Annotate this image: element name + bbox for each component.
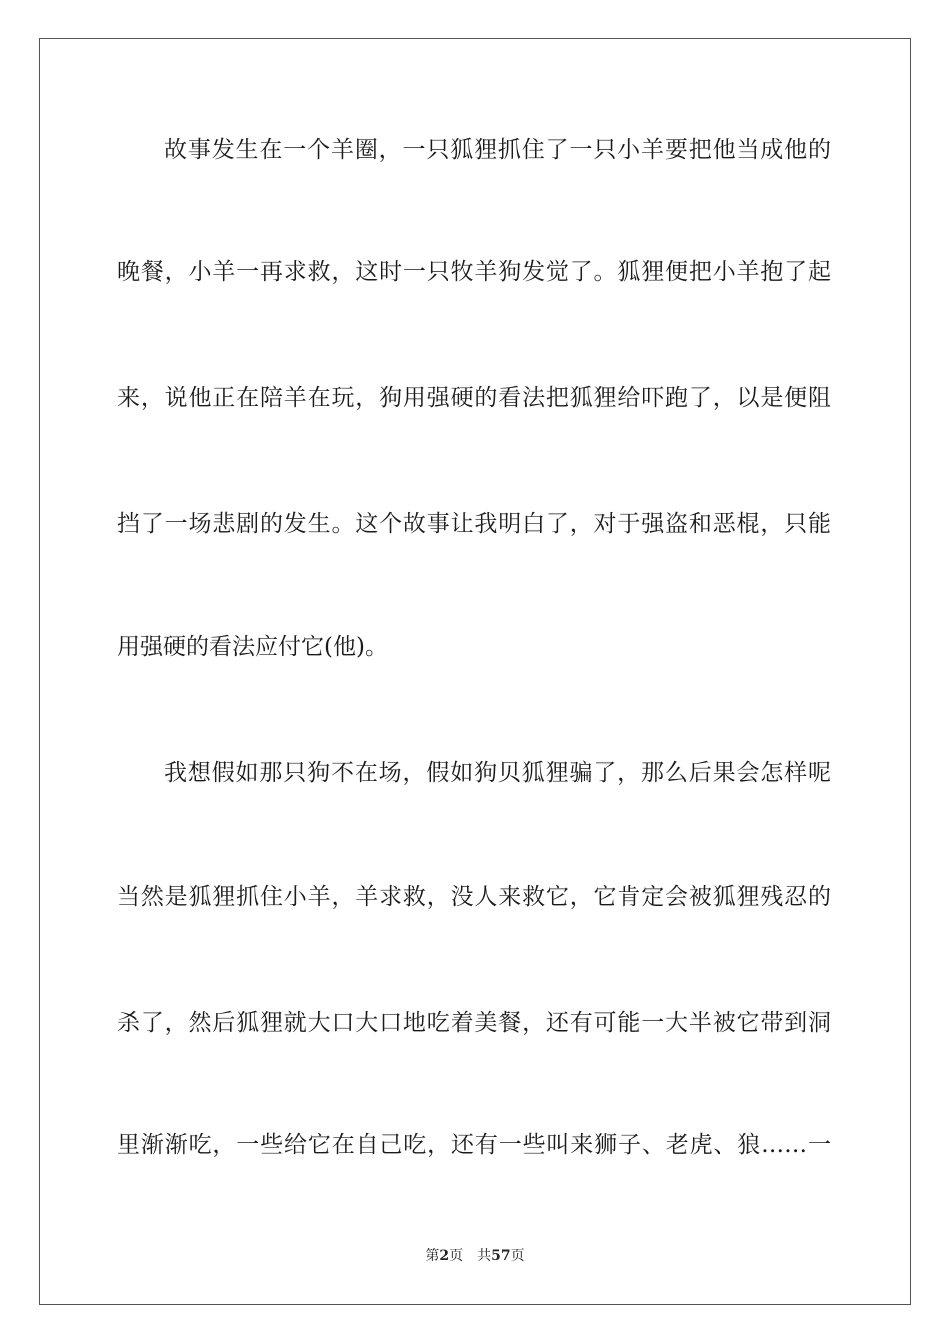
paragraph-line: 我想假如那只狗不在场，假如狗贝狐狸骗了，那么后果会怎样呢: [164, 760, 831, 786]
total-prefix: 共: [477, 1248, 492, 1264]
paragraph-line: 晚餐，小羊一再求救，这时一只牧羊狗发觉了。狐狸便把小羊抱了起: [117, 259, 831, 285]
page-prefix: 第: [425, 1248, 440, 1264]
paragraph-line: 里渐渐吃，一些给它在自己吃，还有一些叫来狮子、老虎、狼……一: [117, 1132, 831, 1158]
total-suffix: 页: [510, 1248, 525, 1264]
page-number: 2: [439, 1248, 450, 1264]
paragraph-line: 故事发生在一个羊圈，一只狐狸抓住了一只小羊要把他当成他的: [164, 137, 831, 163]
page-border: [39, 38, 911, 1305]
page-footer: [0, 1246, 950, 1266]
paragraph-line: 来，说他正在陪羊在玩，狗用强硬的看法把狐狸给吓跑了，以是便阻: [117, 385, 831, 411]
paragraph-line: 挡了一场悲剧的发生。这个故事让我明白了，对于强盗和恶棍，只能: [117, 511, 831, 537]
paragraph-line: 杀了，然后狐狸就大口大口地吃着美餐，还有可能一大半被它带到洞: [117, 1010, 831, 1036]
paragraph-line: 当然是狐狸抓住小羊，羊求救，没人来救它，它肯定会被狐狸残忍的: [117, 884, 831, 910]
page-suffix: 页: [449, 1248, 464, 1264]
paragraph-line: 用强硬的看法应付它(他)。: [117, 634, 388, 660]
total-pages: 57: [491, 1248, 511, 1264]
